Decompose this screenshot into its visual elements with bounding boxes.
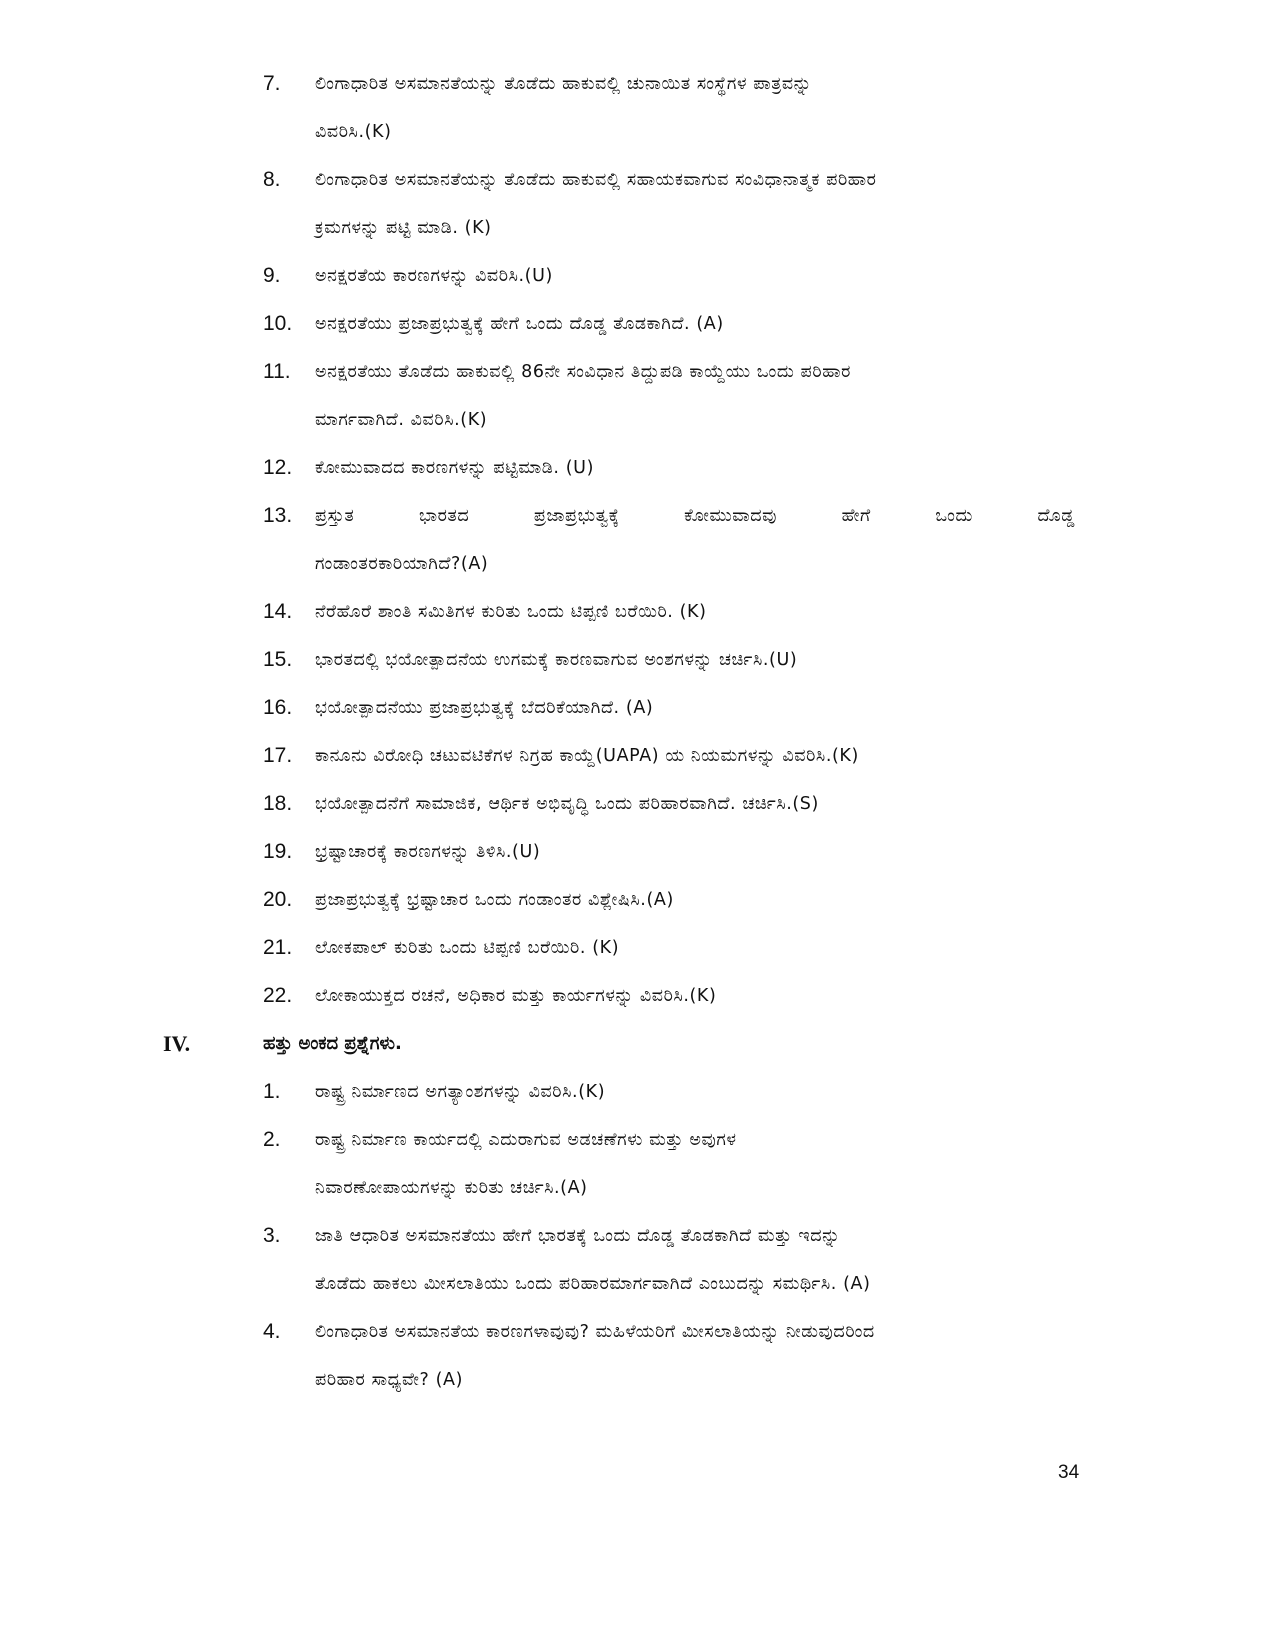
question-text: ಭಯೋತ್ಪಾದನೆಯು ಪ್ರಜಾಪ್ರಭುತ್ವಕ್ಕೆ ಬೆದರಿಕೆಯಾಗಿದೆ. (A) [315, 698, 654, 718]
question-number: 17. [263, 744, 293, 767]
question-number: 22. [263, 984, 293, 1007]
question-number: 2. [263, 1128, 281, 1151]
question-number: 1. [263, 1080, 281, 1103]
question-number: 13. [263, 504, 293, 527]
question-number: 4. [263, 1320, 281, 1343]
question-text: ಪ್ರಜಾಪ್ರಭುತ್ವಕ್ಕೆ ಭ್ರಷ್ಟಾಚಾರ ಒಂದು ಗಂಡಾಂತರ ವಿಶ್ಲೇಷಿಸಿ.(A) [315, 890, 674, 910]
question-text: ರಾಷ್ಟ್ರ ನಿರ್ಮಾಣದ ಅಗತ್ಯಾಂಶಗಳನ್ನು ವಿವರಿಸಿ.(K) [315, 1082, 606, 1102]
section-title: ಹತ್ತು ಅಂಕದ ಪ್ರಶ್ನೆಗಳು. [263, 1033, 402, 1054]
question-number: 20. [263, 888, 293, 911]
question-text: ನೆರೆಹೊರೆ ಶಾಂತಿ ಸಮಿತಿಗಳ ಕುರಿತು ಒಂದು ಟಿಪ್ಪಣಿ ಬರೆಯಿರಿ. (K) [315, 602, 707, 622]
question-number: 15. [263, 648, 293, 671]
question-number: 3. [263, 1224, 281, 1247]
question-text: ಲೋಕಪಾಲ್ ಕುರಿತು ಒಂದು ಟಿಪ್ಪಣಿ ಬರೆಯಿರಿ. (K) [315, 938, 620, 958]
question-number: 12. [263, 456, 293, 479]
question-text: ಭ್ರಷ್ಟಾಚಾರಕ್ಕೆ ಕಾರಣಗಳನ್ನು ತಿಳಿಸಿ.(U) [315, 842, 541, 862]
question-text: ಕಾನೂನು ವಿರೋಧಿ ಚಟುವಟಿಕೆಗಳ ನಿಗ್ರಹ ಕಾಯ್ದೆ(UAPA) ಯ ನಿಯಮಗಳನ್ನು ವಿವರಿಸಿ.(K) [315, 746, 859, 766]
question-text: ಲೋಕಾಯುಕ್ತದ ರಚನೆ, ಅಧಿಕಾರ ಮತ್ತು ಕಾರ್ಯಗಳನ್ನು ವಿವರಿಸಿ.(K) [315, 986, 717, 1006]
question-text: ಮಾರ್ಗವಾಗಿದೆ. ವಿವರಿಸಿ.(K) [315, 410, 488, 430]
question-text: ಲಿಂಗಾಧಾರಿತ ಅಸಮಾನತೆಯನ್ನು ತೊಡೆದು ಹಾಕುವಲ್ಲಿ ಸಹಾಯಕವಾಗುವ ಸಂವಿಧಾನಾತ್ಮಕ ಪರಿಹಾರ [315, 170, 877, 190]
question-text: ಅನಕ್ಷರತೆಯು ಪ್ರಜಾಪ್ರಭುತ್ವಕ್ಕೆ ಹೇಗೆ ಒಂದು ದೊಡ್ಡ ತೊಡಕಾಗಿದೆ. (A) [315, 314, 724, 334]
question-number: 7. [263, 72, 281, 95]
question-text: ಲಿಂಗಾಧಾರಿತ ಅಸಮಾನತೆಯನ್ನು ತೊಡೆದು ಹಾಕುವಲ್ಲಿ ಚುನಾಯಿತ ಸಂಸ್ಥೆಗಳ ಪಾತ್ರವನ್ನು [315, 74, 812, 94]
question-text: ಅನಕ್ಷರತೆಯ ಕಾರಣಗಳನ್ನು ವಿವರಿಸಿ.(U) [315, 266, 553, 286]
question-text: ಗಂಡಾಂತರಕಾರಿಯಾಗಿದೆ?(A) [315, 554, 489, 574]
question-number: 14. [263, 600, 293, 623]
question-text: ವಿವರಿಸಿ.(K) [315, 122, 392, 142]
question-text: ರಾಷ್ಟ್ರ ನಿರ್ಮಾಣ ಕಾರ್ಯದಲ್ಲಿ ಎದುರಾಗುವ ಅಡಚಣೆಗಳು ಮತ್ತು ಅವುಗಳ [315, 1130, 737, 1150]
question-text: ಕ್ರಮಗಳನ್ನು ಪಟ್ಟಿ ಮಾಡಿ. (K) [315, 218, 492, 238]
question-text: ಭಾರತದಲ್ಲಿ ಭಯೋತ್ಪಾದನೆಯ ಉಗಮಕ್ಕೆ ಕಾರಣವಾಗುವ ಅಂಶಗಳನ್ನು ಚರ್ಚಿಸಿ.(U) [315, 650, 798, 670]
question-number: 11. [263, 360, 291, 383]
question-number: 9. [263, 264, 281, 287]
question-text: ಭಯೋತ್ಪಾದನೆಗೆ ಸಾಮಾಜಿಕ, ಆರ್ಥಿಕ ಅಭಿವೃದ್ಧಿ ಒಂದು ಪರಿಹಾರವಾಗಿದೆ. ಚರ್ಚಿಸಿ.(S) [315, 794, 819, 814]
question-text: ಪರಿಹಾರ ಸಾಧ್ಯವೇ? (A) [315, 1370, 464, 1390]
question-text: ಜಾತಿ ಆಧಾರಿತ ಅಸಮಾನತೆಯು ಹೇಗೆ ಭಾರತಕ್ಕೆ ಒಂದು ದೊಡ್ಡ ತೊಡಕಾಗಿದೆ ಮತ್ತು ಇದನ್ನು [315, 1226, 841, 1246]
page-number: 34 [1058, 1462, 1080, 1483]
section-number: IV. [163, 1031, 191, 1056]
question-number: 16. [263, 696, 293, 719]
question-number: 21. [263, 936, 293, 959]
question-text: ಲಿಂಗಾಧಾರಿತ ಅಸಮಾನತೆಯ ಕಾರಣಗಳಾವುವು? ಮಹಿಳೆಯರಿಗೆ ಮೀಸಲಾತಿಯನ್ನು ನೀಡುವುದರಿಂದ [315, 1322, 875, 1342]
question-text: ತೊಡೆದು ಹಾಕಲು ಮೀಸಲಾತಿಯು ಒಂದು ಪರಿಹಾರಮಾರ್ಗವಾಗಿದೆ ಎಂಬುದನ್ನು ಸಮರ್ಥಿಸಿ. (A) [315, 1274, 871, 1294]
question-number: 10. [263, 312, 293, 335]
question-number: 18. [263, 792, 293, 815]
question-number: 19. [263, 840, 293, 863]
question-text: ಕೋಮುವಾದದ ಕಾರಣಗಳನ್ನು ಪಟ್ಟಿಮಾಡಿ. (U) [315, 458, 595, 478]
question-text: ಪ್ರಸ್ತುತ ಭಾರತದ ಪ್ರಜಾಪ್ರಭುತ್ವಕ್ಕೆ ಕೋಮುವಾದವು ಹೇಗೆ ಒಂದು ದೊಡ್ಡ [315, 506, 1075, 526]
question-text: ನಿವಾರಣೋಪಾಯಗಳನ್ನು ಕುರಿತು ಚರ್ಚಿಸಿ.(A) [315, 1178, 588, 1198]
question-text: ಅನಕ್ಷರತೆಯು ತೊಡೆದು ಹಾಕುವಲ್ಲಿ 86ನೇ ಸಂವಿಧಾನ ತಿದ್ದುಪಡಿ ಕಾಯ್ದೆಯು ಒಂದು ಪರಿಹಾರ [315, 362, 851, 382]
question-number: 8. [263, 168, 281, 191]
